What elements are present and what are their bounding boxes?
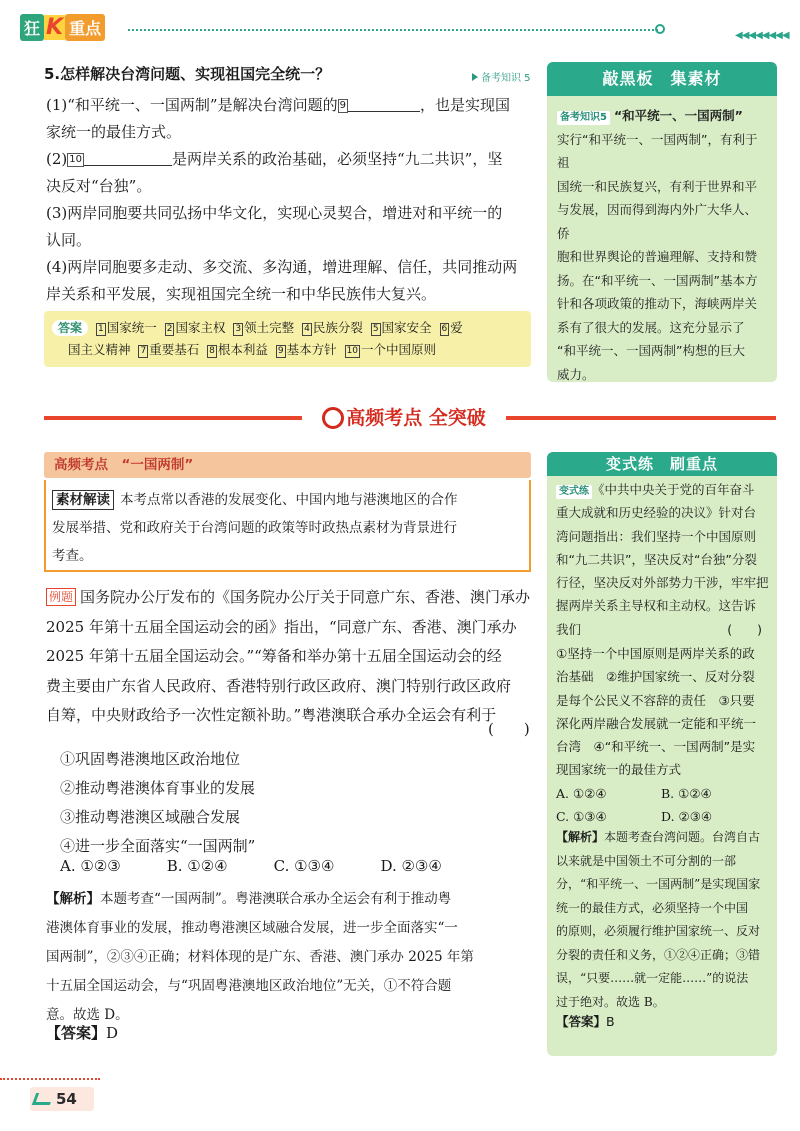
knowledge-line: 与发展，因而得到海内外广大华人、侨: [557, 202, 758, 241]
practice-analysis-line: 分裂的责任和义务，①②④正确；③错: [556, 947, 761, 962]
q5-line-6: 认同。: [46, 231, 92, 249]
choice-c[interactable]: C. ①③④: [273, 857, 335, 875]
answer-label: 答案: [52, 320, 88, 336]
answer-text: 基本方针: [286, 342, 337, 357]
knowledge-panel-body: [557, 104, 769, 386]
example-line: 费主要由广东省人民政府、香港特别行政区政府、澳门特别行政区政府: [46, 676, 512, 695]
practice-choice-a[interactable]: A. ①②④: [556, 786, 607, 801]
practice-analysis-text: 本题考查台湾问题。台湾自古: [604, 830, 761, 844]
answer-text: 民族分裂: [312, 320, 363, 335]
analysis-line: 意。故选 D。: [46, 1007, 129, 1023]
fill-blank[interactable]: [348, 111, 420, 112]
q5-line-2: 家统一的最佳方式。: [46, 123, 182, 141]
example-line: 2025 年第十五届全国运动会的函》指出，“同意广东、香港、澳门承办: [46, 617, 517, 636]
logo-part-1: 狂: [20, 14, 44, 41]
material-label: 素材解读: [52, 490, 114, 510]
answer-text: 爱: [450, 320, 463, 335]
answer-number: 2: [166, 324, 173, 334]
knowledge-tag[interactable]: [472, 69, 531, 84]
material-line-text: 本考点常以香港的发展变化、中国内地与港澳地区的合作: [120, 492, 458, 508]
answer-box: [44, 311, 531, 367]
example-options: [60, 745, 255, 861]
practice-analysis-line: 以来就是中国领土不可分割的一部: [556, 853, 737, 868]
practice-analysis-line: 过于绝对。故选 B。: [556, 994, 665, 1009]
practice-line: 行径，坚决反对外部势力干涉，牢牢把: [556, 575, 769, 591]
practice-line: 和“九二共识”，坚决反对“台独”分裂: [556, 551, 757, 567]
practice-paren[interactable]: ( ): [727, 621, 762, 637]
practice-analysis-line: [556, 826, 770, 850]
material-line: 考查。: [52, 548, 93, 564]
page-number: 54: [30, 1087, 94, 1111]
example-answer: [46, 1022, 118, 1043]
answer-text: 领土完整: [244, 320, 295, 335]
example-line: 2025 年第十五届全国运动会。”“筹备和举办第十五届全国运动会的经: [46, 647, 502, 665]
analysis-label: 【解析】: [46, 891, 100, 907]
target-icon: [322, 407, 344, 429]
knowledge-panel-title: 敲黑板 集素材: [547, 62, 777, 96]
q5-line-7: (4)两岸同胞要多走动、多交流、多沟通，增进理解、信任，共同推动两: [46, 258, 518, 276]
answer-number: 3: [235, 324, 242, 334]
knowledge-panel-heading: [557, 104, 769, 128]
header-arrow-ornament: ◀◀◀◀◀◀◀◀: [735, 30, 789, 41]
header-circle-ornament: [655, 24, 665, 34]
example-analysis: [46, 885, 534, 1030]
knowledge-line: 威力。: [557, 366, 595, 382]
option-item: ①巩固粤港澳地区政治地位: [60, 750, 241, 768]
example-label: 例题: [46, 588, 76, 606]
answer-text: 根本利益: [217, 342, 268, 357]
answer-text: 国家主权: [175, 320, 226, 335]
pill-text: 备考知识: [560, 112, 600, 123]
practice-option-line: 台湾 ④“和平统一、一国两制”是实: [556, 739, 756, 755]
practice-line: 湾问题指出：我们坚持一个中国原则: [556, 528, 757, 544]
q5-text: (1)“和平统一、一国两制”是解决台湾问题的: [46, 96, 338, 114]
answer-number: 10: [346, 346, 359, 356]
knowledge-line: “和平统一、一国两制”构想的巨大: [557, 343, 745, 358]
q5-text: ，也是实现国: [419, 96, 510, 114]
option-item: ④进一步全面落实“一国两制”: [60, 837, 256, 855]
knowledge-line: 胞和世界舆论的普遍理解、支持和赞: [557, 249, 758, 264]
q5-line-4: 决反对“台独”。: [46, 177, 152, 195]
practice-line: 重大成就和历史经验的决议》针对台: [556, 505, 757, 521]
knowledge-line: 国统一和民族复兴，有利于世界和平: [557, 178, 758, 194]
q5-text: (2): [46, 150, 68, 168]
practice-choice-c[interactable]: C. ①③④: [556, 809, 607, 825]
header-divider: [128, 29, 658, 31]
practice-answer: [556, 1012, 615, 1030]
practice-choice-d[interactable]: D. ②③④: [661, 809, 713, 825]
practice-option-line: ①坚持一个中国原则是两岸关系的政: [556, 646, 755, 661]
section-banner: [302, 400, 506, 436]
logo-part-2: K: [46, 15, 64, 40]
practice-question: [556, 478, 770, 641]
q5-text: 是两岸关系的政治基础，必须坚持“九二共识”，坚: [171, 150, 503, 168]
example-line: 自筹，中央财政给予一次性定额补助。”粤港澳联合承办全运会有利于: [46, 706, 497, 724]
choice-b[interactable]: B. ①②④: [166, 857, 228, 875]
answer-text: 重要基石: [149, 342, 200, 357]
practice-answer-value: B: [606, 1014, 615, 1029]
answer-number: 4: [304, 324, 310, 334]
knowledge-heading-text: “和平统一、一国两制”: [613, 108, 743, 123]
blank-number: 10: [69, 154, 82, 165]
q5-line-1: [46, 92, 534, 119]
knowledge-line: 实行“和平统一、一国两制”，有利于祖: [557, 131, 758, 170]
practice-option-line: 现国家统一的最佳方式: [556, 762, 682, 778]
answer-number: 7: [140, 346, 147, 356]
question-title: 5.怎样解决台湾问题、实现祖国完全统一？: [44, 65, 331, 83]
answer-row-1: [52, 317, 523, 339]
logo-part-3: 重点: [65, 14, 105, 41]
answer-text: 国主义精神: [68, 342, 131, 357]
practice-option-line: 治基础 ②维护国家统一、反对分裂: [556, 669, 755, 685]
answer-number: 8: [209, 346, 215, 356]
choice-d[interactable]: D. ②③④: [380, 857, 442, 875]
footer-divider: [0, 1078, 100, 1080]
example-choices: [60, 857, 488, 875]
answer-number: 1: [98, 324, 104, 334]
q5-line-3: [46, 146, 534, 173]
material-line: [52, 486, 524, 514]
practice-panel-title: 变式练 刷重点: [547, 452, 777, 476]
analysis-line: [46, 885, 534, 914]
practice-analysis-line: 统一的最佳方式，必须坚持一个中国: [556, 900, 749, 915]
practice-choice-b[interactable]: B. ①②④: [661, 786, 712, 801]
practice-option-line: 深化两岸融合发展就一定能和平统一: [556, 715, 757, 731]
answer-text: 国家安全: [381, 320, 432, 335]
material-line: 发展举措、党和政府关于台湾问题的政策等时政热点素材为背景进行: [52, 520, 457, 536]
practice-analysis-line: 的原则，必须履行维护国家统一、反对: [556, 924, 761, 938]
practice-line: [556, 618, 770, 641]
blank-number: 9: [339, 100, 346, 111]
practice-answer-label: 【答案】: [556, 1014, 607, 1029]
answer-number: 9: [277, 346, 284, 356]
practice-option-line: 是每个公民义不容辞的责任 ③只要: [556, 692, 755, 708]
topic-header: 高频考点 “一国两制”: [44, 452, 531, 478]
practice-analysis-line: 误，“只要……就一定能……”的说法: [556, 971, 749, 985]
practice-options: [556, 642, 770, 782]
fill-blank[interactable]: [84, 165, 172, 166]
choice-row: [556, 782, 770, 805]
option-item: ②推动粤港澳体育事业的发展: [60, 779, 256, 797]
knowledge-tag-pill: [557, 111, 610, 125]
answer-number: 5: [372, 324, 379, 334]
example-text: [46, 583, 534, 731]
answer-number: 6: [441, 324, 448, 334]
knowledge-line: 扬。在“和平统一、一国两制”基本方: [557, 272, 758, 288]
triangle-icon: [472, 73, 478, 81]
practice-analysis-label: 【解析】: [556, 830, 605, 844]
practice-line: 握两岸关系主导权和主动权。这告诉: [556, 598, 757, 614]
answer-label-text: 【答案】: [46, 1024, 107, 1042]
answer-text: 国家统一: [106, 320, 157, 335]
practice-analysis-line: 分，“和平统一、一国两制”是实现国家: [556, 877, 761, 891]
practice-line-text: 《中共中央关于党的百年奋斗: [592, 482, 755, 497]
practice-choices: [556, 782, 770, 829]
analysis-line: 国两制”，②③④正确；材料体现的是广东、香港、澳门承办 2025 年第: [46, 949, 474, 965]
example-line-text: 国务院办公厅发布的《国务院办公厅关于同意广东、香港、澳门承办: [80, 588, 531, 606]
pill-number: 5: [600, 112, 607, 123]
q5-line-8: 岸关系和平发展，实现祖国完全统一和中华民族伟大复兴。: [46, 285, 437, 303]
knowledge-tag-label: 备考知识 5: [481, 73, 531, 84]
brand-logo: [20, 14, 120, 44]
answer-paren[interactable]: ( ): [488, 720, 530, 738]
answer-row-2: [52, 339, 523, 361]
answer-text: 一个中国原则: [361, 342, 437, 357]
analysis-line: 港澳体育事业的发展，推动粤港澳区域融合发展，进一步全面落实“一: [46, 920, 458, 936]
analysis-line: 十五届全国运动会，与“巩固粤港澳地区政治地位”无关，①不符合题: [46, 978, 452, 994]
knowledge-line: 系有了很大的发展。这充分显示了: [557, 319, 745, 335]
choice-a[interactable]: A. ①②③: [60, 857, 121, 875]
question-body: [46, 92, 534, 308]
answer-value: D: [106, 1024, 119, 1042]
q5-line-5: (3)两岸同胞要共同弘扬中华文化，实现心灵契合，增进对和平统一的: [46, 204, 503, 222]
example-line: [46, 583, 534, 613]
knowledge-line: 针和各项政策的推动下，海峡两岸关: [557, 296, 758, 311]
analysis-line-text: 本题考查“一国两制”。粤港澳联合承办全运会有利于推动粤: [100, 891, 452, 907]
practice-tag: 变式练: [556, 485, 592, 499]
practice-line-text: 我们: [556, 621, 582, 637]
practice-line: [556, 478, 770, 501]
section-title: 高频考点 全突破: [346, 407, 486, 429]
practice-analysis: [556, 826, 770, 1014]
material-text: [52, 486, 524, 570]
option-item: ③推动粤港澳区域融合发展: [60, 808, 241, 826]
